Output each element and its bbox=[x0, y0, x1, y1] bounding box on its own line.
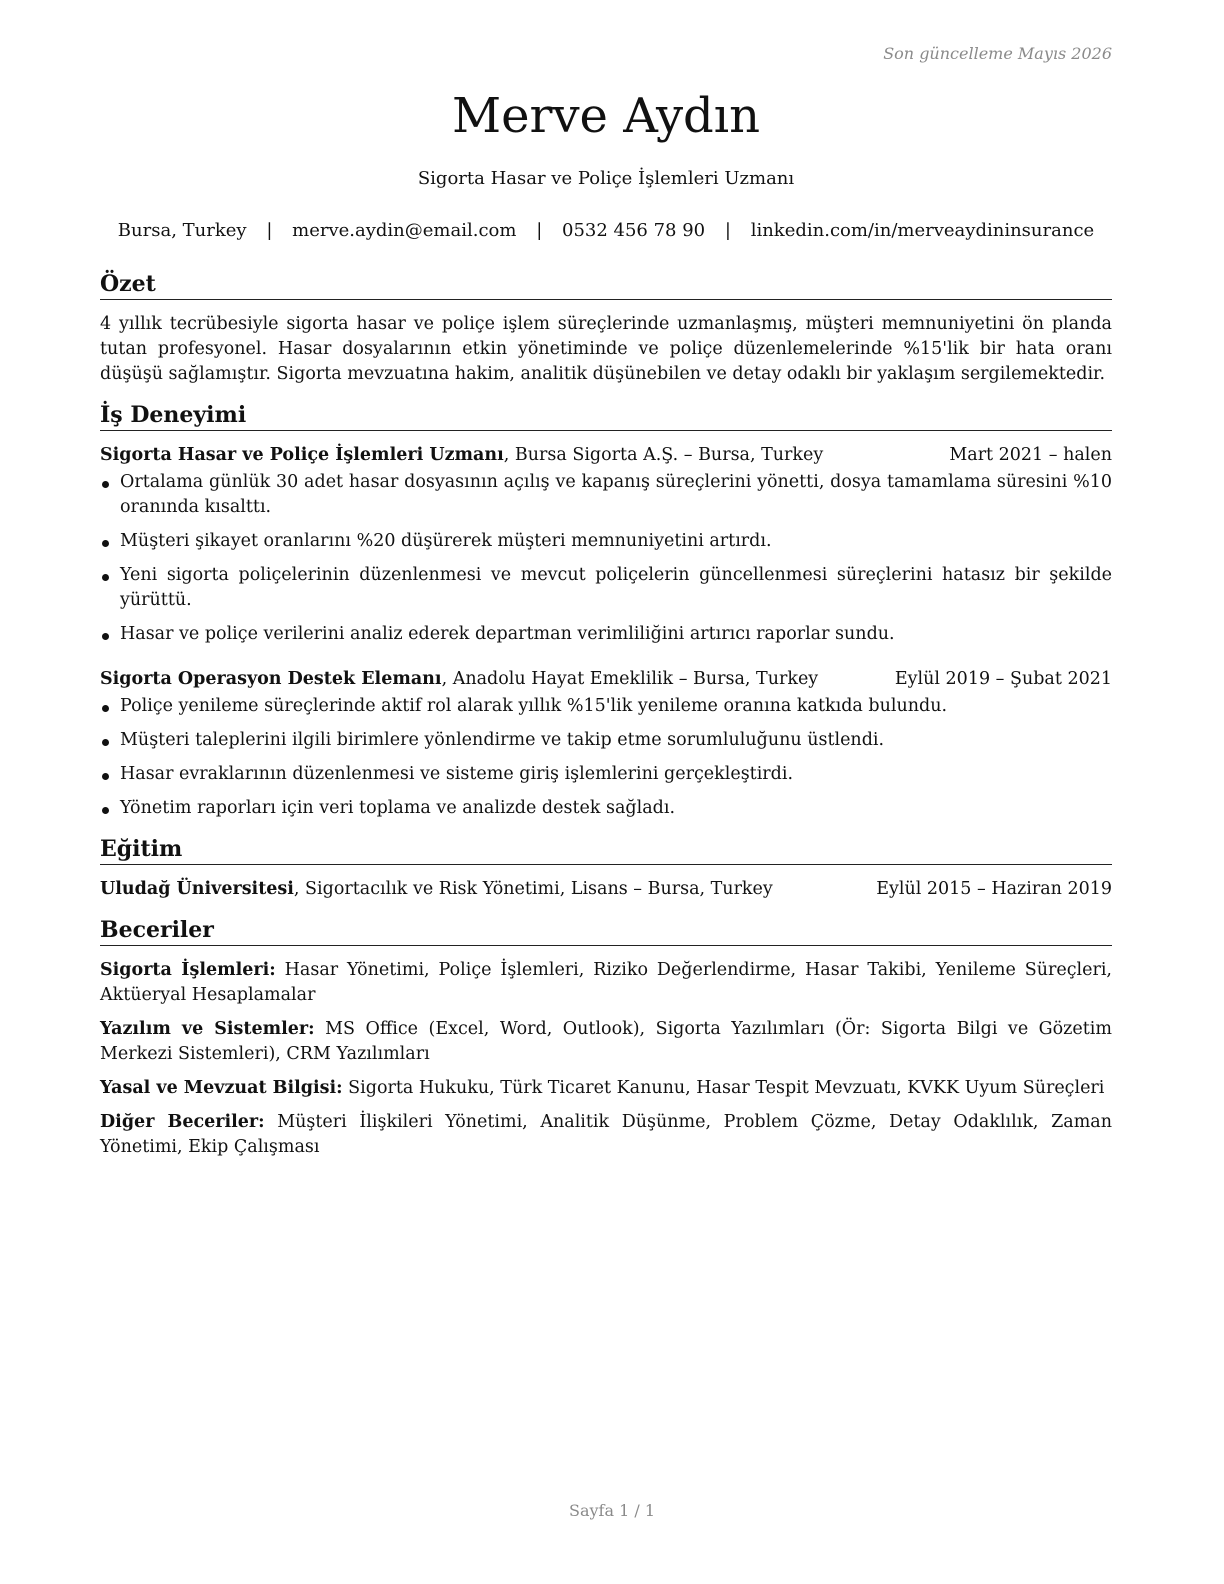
contact-separator: | bbox=[536, 220, 543, 241]
job-bullet bbox=[100, 563, 1112, 613]
candidate-name: Merve Aydın bbox=[451, 88, 761, 144]
skill-group-text: Müşteri İlişkileri Yönetimi, Analitik Düşünme, Problem Çözme, Detay Odaklılık, Zaman Yönetimi, Ekip Çalışması bbox=[100, 1112, 1112, 1157]
summary-text: 4 yıllık tecrübesiyle sigorta hasar ve poliçe işlem süreçlerinde uzmanlaşmış, müşteri memnuniyetini ön planda tutan profesyonel. Hasar dosyalarının etkin yönetiminde ve poliçe düzenlemelerinde %15'lik bir hata oranı düşüşü sağlamıştır. Sigorta mevzuatına hakim, analitik düşünebilen ve detay odaklı bir yaklaşım sergilemektedir. bbox=[100, 314, 1112, 384]
job-bullets bbox=[100, 694, 1112, 821]
bullet-dot-icon bbox=[102, 574, 109, 581]
contact-phone[interactable]: 0532 456 78 90 bbox=[562, 220, 706, 241]
contact-separator: | bbox=[266, 220, 273, 241]
education-section bbox=[100, 835, 1112, 902]
skill-group bbox=[100, 1076, 1112, 1101]
job-bullet-text: Hasar ve poliçe verilerini analiz ederek departman verimliliğini artırıcı raporlar sundu. bbox=[120, 624, 895, 644]
job-bullet bbox=[100, 762, 1112, 787]
job-role: Sigorta Operasyon Destek Elemanı bbox=[100, 669, 442, 689]
job-entry bbox=[100, 667, 1112, 821]
skill-group-text: Sigorta Hukuku, Türk Ticaret Kanunu, Hasar Tespit Mevzuatı, KVKK Uyum Süreçleri bbox=[342, 1078, 1105, 1098]
education-school-detail bbox=[100, 877, 773, 902]
education-entry bbox=[100, 877, 1112, 902]
job-bullet-text: Yönetim raporları için veri toplama ve analizde destek sağladı. bbox=[120, 798, 676, 818]
skill-group-label: Sigorta İşlemleri: bbox=[100, 960, 276, 980]
job-bullet-text: Hasar evraklarının düzenlenmesi ve sisteme giriş işlemlerini gerçekleştirdi. bbox=[120, 764, 794, 784]
job-bullet bbox=[100, 694, 1112, 719]
bullet-dot-icon bbox=[102, 633, 109, 640]
skill-group bbox=[100, 1110, 1112, 1160]
contact-email[interactable]: merve.aydin@email.com bbox=[292, 220, 517, 241]
job-bullet-text: Yeni sigorta poliçelerinin düzenlenmesi ve mevcut poliçelerin güncellenmesi süreçlerini hatasız bir şekilde yürüttü. bbox=[120, 565, 1112, 610]
job-role-company bbox=[100, 667, 818, 692]
summary-section bbox=[100, 270, 1112, 387]
section-heading-experience: İş Deneyimi bbox=[100, 401, 1112, 431]
job-bullet-text: Müşteri taleplerini ilgili birimlere yönlendirme ve takip etme sorumluluğunu üstlendi. bbox=[120, 730, 885, 750]
job-header bbox=[100, 443, 1112, 468]
section-heading-summary: Özet bbox=[100, 270, 1112, 300]
bullet-dot-icon bbox=[102, 481, 109, 488]
job-bullets bbox=[100, 470, 1112, 647]
skill-group-label: Diğer Beceriler: bbox=[100, 1112, 265, 1132]
job-header bbox=[100, 667, 1112, 692]
contact-linkedin[interactable]: linkedin.com/in/merveaydininsurance bbox=[750, 220, 1095, 241]
page-number: Sayfa 1 / 1 bbox=[568, 1501, 655, 1520]
bullet-dot-icon bbox=[102, 739, 109, 746]
job-company: , Anadolu Hayat Emeklilik – Bursa, Turkey bbox=[441, 669, 819, 689]
bullet-dot-icon bbox=[102, 705, 109, 712]
education-school: Uludağ Üniversitesi bbox=[100, 879, 294, 899]
last-updated: Son güncelleme Mayıs 2026 bbox=[883, 44, 1112, 63]
education-detail: , Sigortacılık ve Risk Yönetimi, Lisans – Bursa, Turkey bbox=[293, 879, 773, 899]
job-role: Sigorta Hasar ve Poliçe İşlemleri Uzmanı bbox=[100, 445, 504, 465]
job-bullet-text: Ortalama günlük 30 adet hasar dosyasının açılış ve kapanış süreçlerini yönetti, dosya tamamlama süresini %10 oranında kısalttı. bbox=[120, 472, 1112, 517]
section-heading-skills: Beceriler bbox=[100, 916, 1112, 946]
skill-group-text: MS Office (Excel, Word, Outlook), Sigorta Yazılımları (Ör: Sigorta Bilgi ve Gözetim Merkezi Sistemleri), CRM Yazılımları bbox=[100, 1019, 1112, 1064]
skills-section bbox=[100, 916, 1112, 1160]
skill-group-text: Hasar Yönetimi, Poliçe İşlemleri, Riziko Değerlendirme, Hasar Takibi, Yenileme Süreçleri, Aktüeryal Hesaplamalar bbox=[100, 960, 1112, 1005]
bullet-dot-icon bbox=[102, 807, 109, 814]
skill-group bbox=[100, 1017, 1112, 1067]
skill-group-label: Yasal ve Mevzuat Bilgisi: bbox=[100, 1078, 343, 1098]
job-company: , Bursa Sigorta A.Ş. – Bursa, Turkey bbox=[503, 445, 824, 465]
contact-separator: | bbox=[724, 220, 731, 241]
job-bullet-text: Müşteri şikayet oranlarını %20 düşürerek müşteri memnuniyetini artırdı. bbox=[120, 531, 772, 551]
job-bullet bbox=[100, 728, 1112, 753]
job-bullet bbox=[100, 622, 1112, 647]
education-dates: Eylül 2015 – Haziran 2019 bbox=[876, 879, 1112, 899]
section-heading-education: Eğitim bbox=[100, 835, 1112, 865]
job-bullet-text: Poliçe yenileme süreçlerinde aktif rol alarak yıllık %15'lik yenileme oranına katkıda bulundu. bbox=[120, 696, 948, 716]
job-bullet bbox=[100, 470, 1112, 520]
skill-group bbox=[100, 958, 1112, 1008]
job-role-company bbox=[100, 443, 823, 468]
job-entry bbox=[100, 443, 1112, 647]
contact-line bbox=[100, 219, 1112, 243]
skill-group-label: Yazılım ve Sistemler: bbox=[100, 1019, 315, 1039]
resume-content bbox=[100, 270, 1112, 1174]
job-dates: Eylül 2019 – Şubat 2021 bbox=[894, 669, 1112, 689]
job-bullet bbox=[100, 529, 1112, 554]
job-bullet bbox=[100, 796, 1112, 821]
job-dates: Mart 2021 – halen bbox=[949, 445, 1112, 465]
bullet-dot-icon bbox=[102, 540, 109, 547]
experience-section bbox=[100, 401, 1112, 821]
bullet-dot-icon bbox=[102, 773, 109, 780]
candidate-title: Sigorta Hasar ve Poliçe İşlemleri Uzmanı bbox=[417, 168, 795, 189]
contact-location: Bursa, Turkey bbox=[117, 220, 247, 241]
